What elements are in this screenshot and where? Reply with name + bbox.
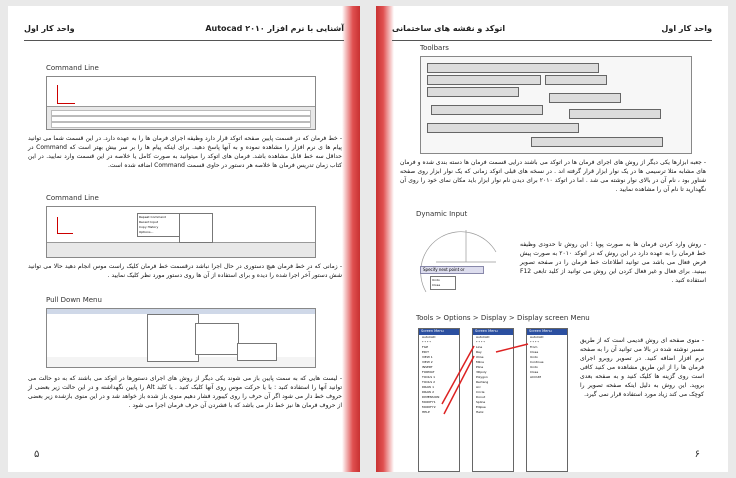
- figure-toolbars: [420, 56, 692, 154]
- menu-item[interactable]: Ray: [476, 350, 482, 354]
- menu-item[interactable]: HELP: [422, 410, 430, 414]
- red-edge-decoration: [342, 6, 360, 472]
- menu-item[interactable]: ACCUM: [530, 375, 541, 379]
- caption-command-line: Command Line: [46, 64, 99, 72]
- figure-pull-down-menu: [46, 308, 316, 368]
- caption-dynamic-input: Dynamic Input: [416, 210, 468, 218]
- caption-screen-menu-path: Tools > Options > Display > Display screen Menu: [416, 314, 590, 322]
- menu-item[interactable]: MODIFY2: [422, 405, 436, 409]
- red-edge-decoration: [376, 6, 394, 472]
- menu-item[interactable]: MODIFY1: [422, 400, 436, 404]
- menu-item[interactable]: Arc: [476, 385, 481, 389]
- menu-item[interactable]: DRAW 1: [422, 385, 434, 389]
- caption-command-line-2: Command Line: [46, 194, 99, 202]
- header-left: واحد کار اول: [24, 24, 75, 33]
- menu-item[interactable]: Undo: [530, 355, 538, 359]
- figure-dynamic-input: [416, 222, 506, 300]
- paragraph-screen-menu: - منوی صفحه ای روش قدیمی است که از طریق مسیر نوشته شده در بالا می توانید آن را به صفحه نرم افزار اضافه کنید. در تصویر روبرو اجرای فرمان ها را از این طریق مشاهده می کنید کافی است روی گزینه ها کلیک کنید و به صفحه بعدی بروید. این روش به دلیل اینکه صفحه تصویر را کوچک می کند زیاد مورد استفاده قرار نمی گیرد.: [580, 337, 704, 398]
- menu-item[interactable]: Recent Input: [139, 220, 159, 224]
- pull-down-menu[interactable]: [147, 314, 199, 362]
- figure-screen-menu: [416, 326, 572, 472]
- paragraph-dynamic-input: - روش وارد کردن فرمان ها به صورت پویا : این روش تا حدودی وظیفه خط فرمان را به عهده دارد در این روش که در اتوکد ۲۰۱۰ به صورت پیش فرض فعال می باشد می توانید اطلاعات خط فرمان را در صفحه تصویر ببینید. برای فعال و غیر فعال کردن این روش می توانید از کلید تابعی F12 استفاده کنید .: [520, 241, 707, 284]
- menu-item[interactable]: Helix: [476, 410, 484, 414]
- toolbar[interactable]: [431, 105, 543, 115]
- menu-item[interactable]: * * * *: [476, 340, 485, 344]
- menu-item[interactable]: Close: [530, 370, 539, 374]
- option-undo[interactable]: Undo: [432, 278, 440, 282]
- menu-item[interactable]: VIEW 1: [422, 355, 433, 359]
- paragraph-pull-down: - لیست هایی که به سمت پایین باز می شوند یکی دیگر از روش های اجرای دستورها در اتوکد می باشند که به دو حالت می توانید آنها را استفاده کنید : با یا حرکت موس روی آنها کلیک کنید . یا کلید Alt را پایین نگهداشته و در این حالت زیر بعضی از حروف خط دار می شود اگر آن حرف را روی کیبورد فشار دهیم منوی باز شده باز خواهد شد و در این منوی بازشده زیر بعضی از حروف فرمان ها نیز خط دار می باشد که با فشردن آن حرف فرمان اجرا می شود .: [28, 375, 342, 409]
- submenu: [237, 343, 277, 361]
- menu-item[interactable]: Donut: [476, 395, 486, 399]
- menu-item[interactable]: DRAW 2: [422, 390, 434, 394]
- menu-item[interactable]: Circle: [476, 390, 485, 394]
- menu-item[interactable]: Spline: [476, 400, 486, 404]
- menu-item[interactable]: FORMAT: [422, 370, 435, 374]
- dynamic-input-prompt[interactable]: Specify next point or: [420, 266, 484, 274]
- page-number: ۶: [694, 449, 700, 460]
- figure-command-history: [46, 206, 316, 258]
- context-menu: [137, 213, 181, 237]
- screen-menu-panel[interactable]: [418, 328, 460, 472]
- toolbar[interactable]: [545, 75, 607, 85]
- page-header: [392, 22, 712, 41]
- menu-item[interactable]: EDIT: [422, 350, 429, 354]
- menu-item[interactable]: Mline: [476, 360, 485, 364]
- menu-item[interactable]: VIEW 2: [422, 360, 433, 364]
- menu-item[interactable]: Line: [476, 345, 483, 349]
- toolbar[interactable]: [569, 109, 661, 119]
- menu-item[interactable]: Continue: [530, 360, 544, 364]
- paragraph-command-line: - خط فرمان که در قسمت پایین صفحه اتوکد قرار دارد وظیفه اجرای فرمان ها را به عهده دارد. در این قسمت شما می توانید پیام ها ی نرم افزار را مشاهده نموده و به آنها پاسخ دهید. برای اینکه پیام ها را بر سر بیش بهتر است که Command در حداقل سه خط قابل مشاهده باشد. فرمان های اتوکد را میتوانید به صورت کامل یا خلاصه در این قسمت وارد نمایید. در این کتاب زمان تدریس فرمان ها خلاصه هر دستور در حاوی قسمت Command اضافه شده است.: [28, 135, 342, 169]
- menu-item[interactable]: Close: [530, 350, 539, 354]
- menu-item[interactable]: From: [530, 345, 538, 349]
- caption-pull-down-menu: Pull Down Menu: [46, 296, 102, 304]
- header-right: واحد کار اول: [661, 24, 712, 33]
- menu-item[interactable]: AutoCAD: [476, 335, 490, 339]
- menu-item[interactable]: * * * *: [530, 340, 539, 344]
- panel-title: Screen Menu: [419, 329, 459, 335]
- toolbar[interactable]: [427, 87, 519, 97]
- menu-item[interactable]: AutoCAD: [530, 335, 544, 339]
- menu-item[interactable]: TOOLS 1: [422, 375, 435, 379]
- menu-item[interactable]: Ellipse: [476, 405, 486, 409]
- menu-item[interactable]: 3Dpoly: [476, 370, 487, 374]
- prompt-options: [430, 276, 456, 290]
- left-page: [8, 6, 360, 472]
- menu-item[interactable]: Rectang: [476, 380, 489, 384]
- panel-title: Screen Menu: [527, 329, 567, 335]
- menu-item[interactable]: Copy History: [139, 225, 159, 229]
- screen-menu-panel[interactable]: [472, 328, 514, 472]
- submenu: [195, 323, 239, 355]
- menu-item[interactable]: Options...: [139, 230, 154, 234]
- menu-item[interactable]: DIMENSION: [422, 395, 440, 399]
- menu-item[interactable]: AutoCAD: [422, 335, 436, 339]
- menu-item[interactable]: TOOLS 2: [422, 380, 435, 384]
- submenu: [179, 213, 213, 243]
- figure-command-line: [46, 76, 316, 130]
- menu-item[interactable]: Undo: [530, 365, 538, 369]
- header-right: آشنایی با نرم افزار ۲۰۱۰ Autocad: [205, 24, 344, 33]
- page-header: [24, 22, 344, 41]
- toolbar[interactable]: [427, 63, 599, 73]
- toolbar[interactable]: [427, 75, 541, 85]
- paragraph-command-history: - زمانی که در خط فرمان هیچ دستوری در حال اجرا نباشد درقسمت خط فرمان کلیک راست موس انجام دهید حالا می توانید شش دستور آخر اجرا شده را دیده و برای استفاده از آن ها روی دستور مورد نظر کلیک نمایید .: [28, 263, 342, 279]
- menu-item[interactable]: INSERT: [422, 365, 433, 369]
- menu-item[interactable]: * * * *: [422, 340, 431, 344]
- toolbar[interactable]: [549, 93, 621, 103]
- menu-item[interactable]: FILE: [422, 345, 429, 349]
- option-close[interactable]: Close: [432, 283, 441, 287]
- menu-item[interactable]: Repeat Command: [139, 215, 166, 219]
- page-number: ۵: [34, 449, 40, 460]
- screen-menu-panel[interactable]: [526, 328, 568, 472]
- panel-title: Screen Menu: [473, 329, 513, 335]
- toolbar[interactable]: [427, 123, 579, 133]
- right-page: [376, 6, 728, 472]
- header-left: اتوکد و نقشه های ساختمانی: [392, 24, 506, 33]
- toolbar[interactable]: [531, 137, 663, 147]
- menu-item[interactable]: Polygon: [476, 375, 488, 379]
- menu-item[interactable]: Pline: [476, 365, 484, 369]
- paragraph-toolbars: - جعبه ابزارها یکی دیگر از روش های اجرای فرمان ها در اتوکد می باشند درایی قسمت فرمان ها دسته بندی شده و فرمان های مشابه مثلا ترسیمی ها در یک نوار ابزار قرار گرفته اند . در نسخه های قبلی اتوکد زمانی که یک نوار ابزار روی صفحه شناور بود ، نام آن در بالای نوار نوشته می شد . اما در اتوکد ۲۰۱۰ برای دیدن نام نوار ابزار باید مکان نمای خود را روی آن نگهدارید تا نام آن را مشاهده نمایید .: [400, 159, 706, 193]
- caption-toolbars: Toolbars: [420, 44, 449, 52]
- menu-item[interactable]: Xline: [476, 355, 484, 359]
